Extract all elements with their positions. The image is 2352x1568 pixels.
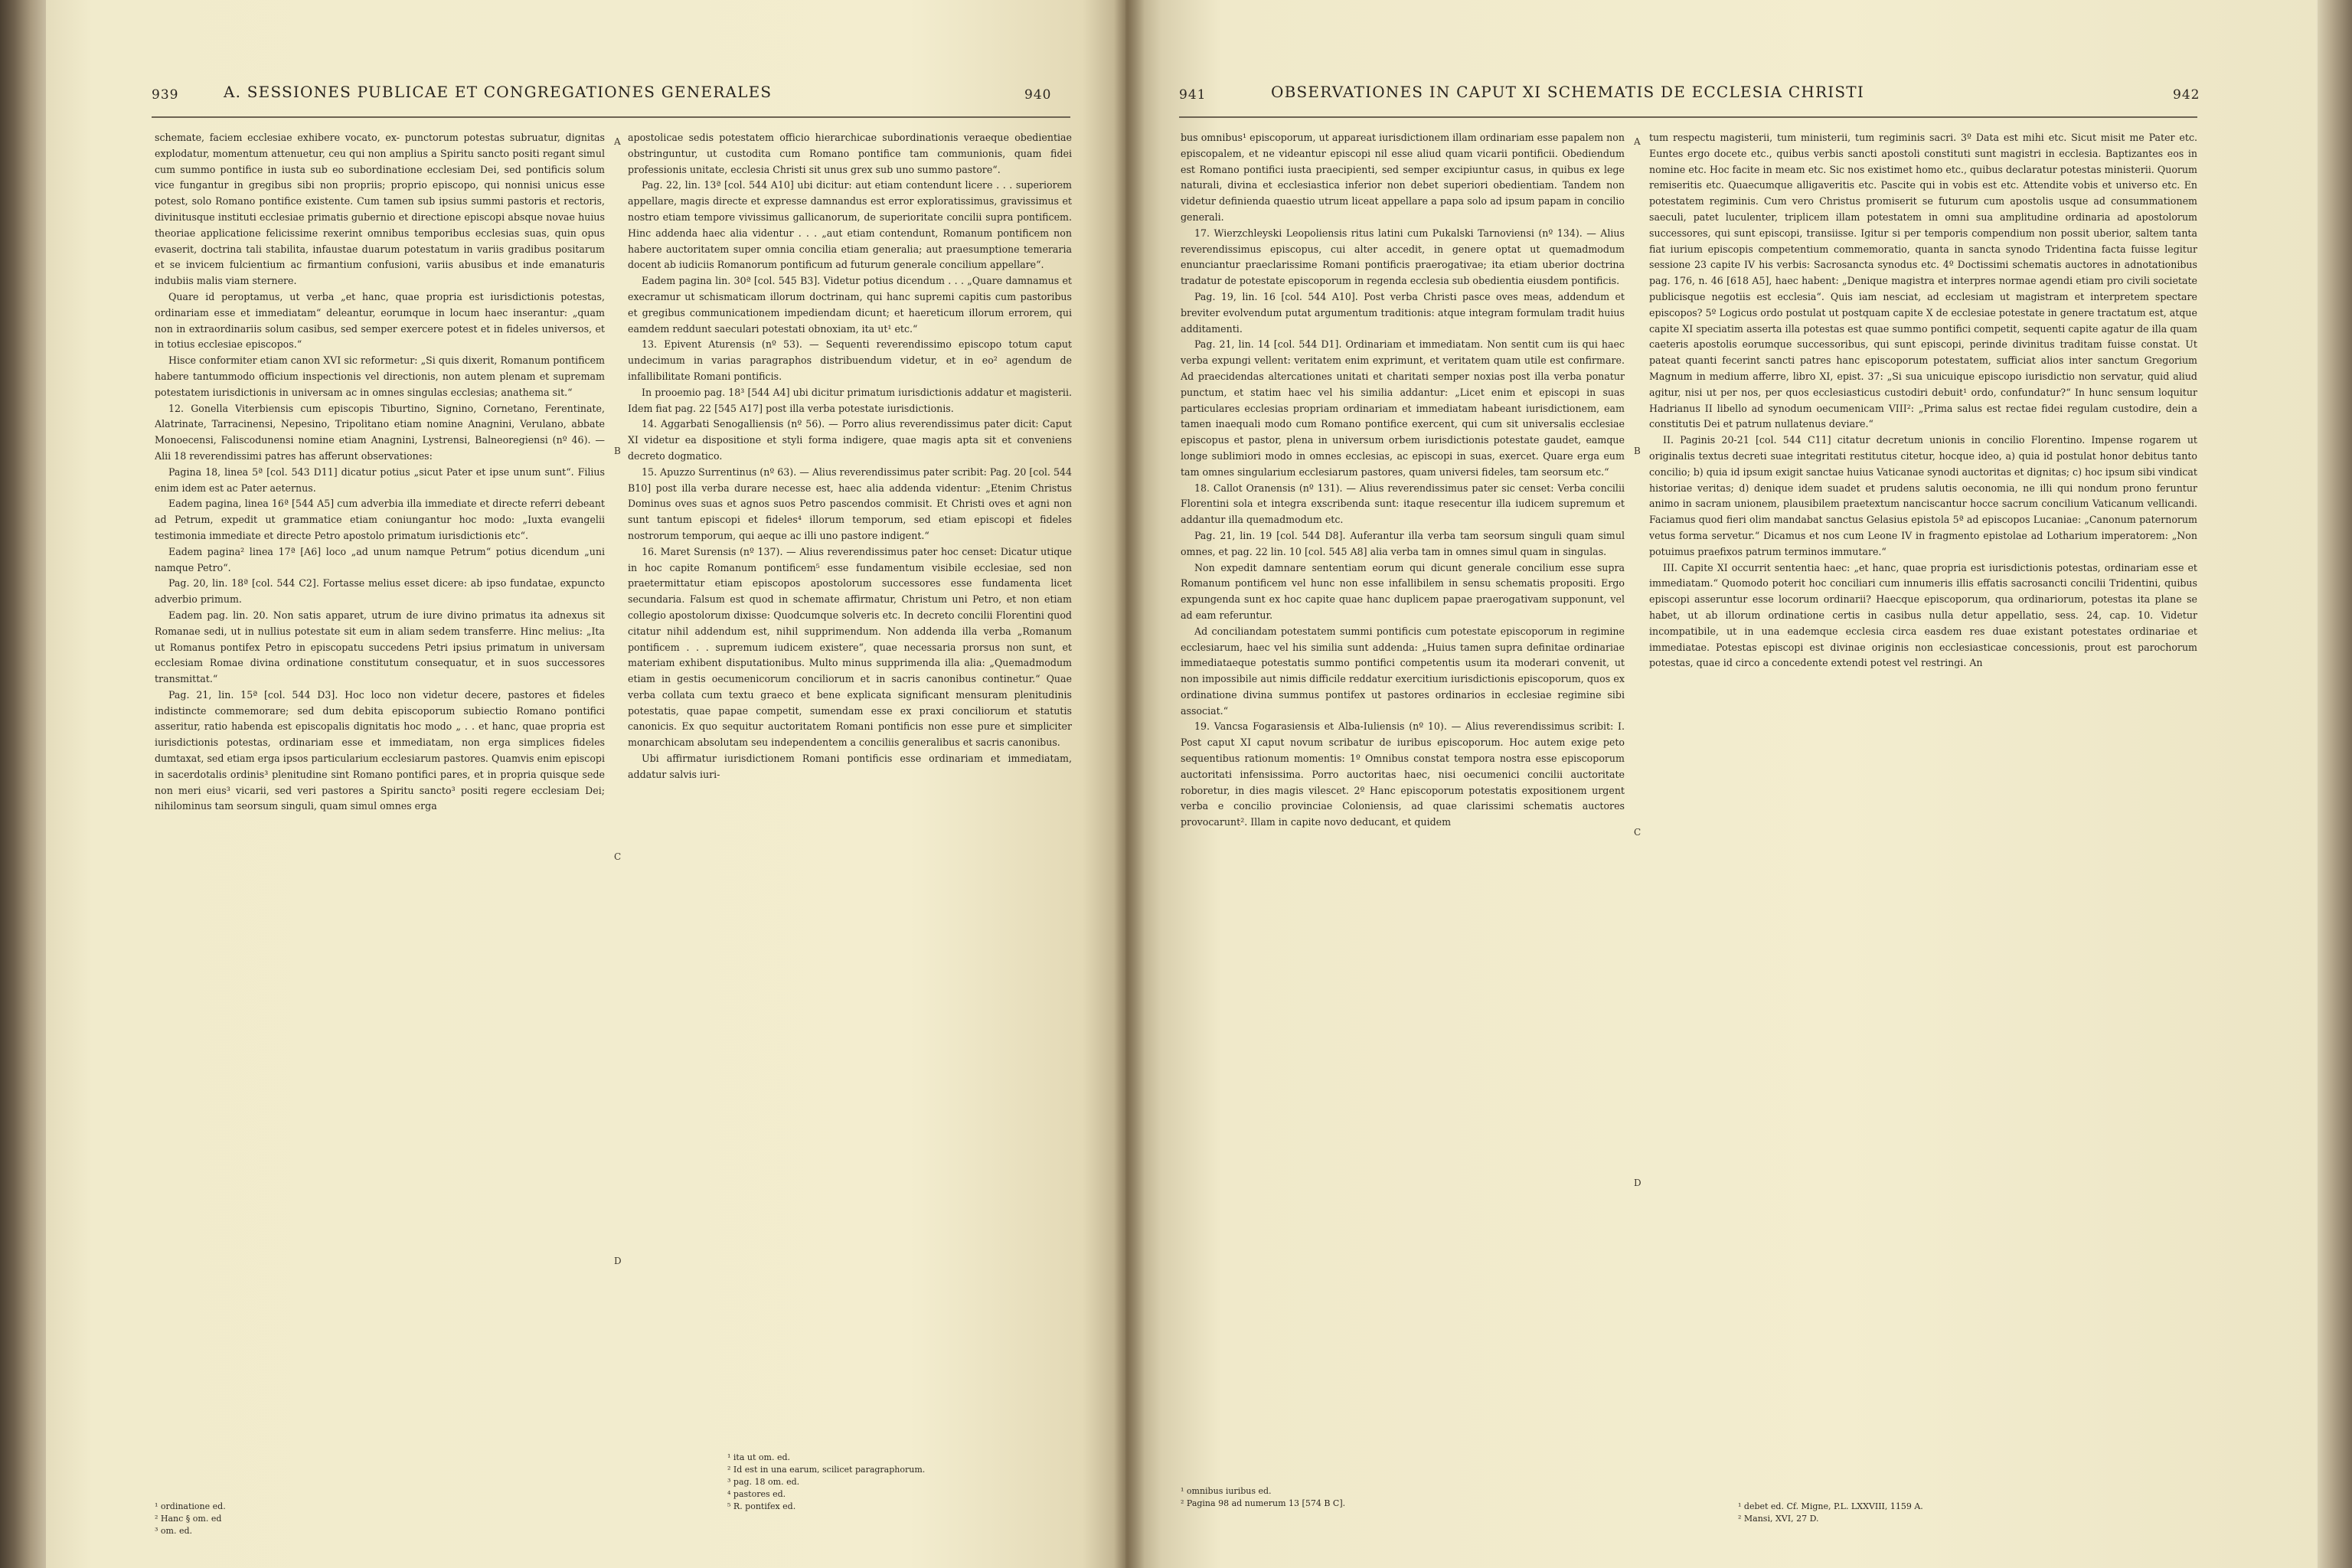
margin-letter-d: D <box>614 1256 622 1266</box>
header-rule <box>1179 116 2197 118</box>
left-page <box>46 0 1125 1568</box>
paragraph: bus omnibus¹ episcoporum, ut appareat iurisdictionem illam ordinariam esse papalem non episcopalem, et ne videantur episcopi nil esse aliud quam vicarii pontificii. Obediendum est Romano pontifici iusta praecipienti, sed semper excipiuntur casus, in quibus ex lege naturali, divina et ecclesiastica inferior non debet superiori obedientiam. Tandem non videtur definienda quaestio utrum liceat appellare a papa solo ad ipsum papam in concilio generali. <box>1181 132 1625 223</box>
paragraph: Eadem pagina² linea 17ª [A6] loco „ad unum namque Petrum“ potius dicendum „uni namque Petro“. <box>155 545 605 573</box>
right-page <box>1125 0 2316 1568</box>
paragraph: Pag. 21, lin. 15ª [col. 544 D3]. Hoc loco non videtur decere, pastores et fideles indistincte commemorare; sed dum debita episcoporum subiectio Romano pontifici asseritur, ratio habenda est episcopalis dignitatis hoc modo „ . . et hanc, quae propria est iurisdictionis potestas, ordinariam esse et immediatam, non erga simplices fideles dumtaxat, sed etiam erga ipsos particularium ecclesiarum pastores. Quamvis enim episcopi in sacerdotalis ordinis³ plenitudine sint Romano pontifici pares, et in propria quisque sede non meri eius³ vicarii, sed veri pastores a Spiritu sancto³ positi regere ecclesiam Dei; nihilominus tam seorsum singuli, quam simul omnes erga <box>155 688 605 812</box>
paragraph: tum respectu magisterii, tum ministerii, tum regiminis sacri. 3º Data est mihi etc. Sicut misit me Pater etc. Euntes ergo docete etc., quibus verbis sancti apostoli constituti sunt magistri in ecclesia. Baptizantes eos in nomine etc. Hoc facite in meam etc. Sic nos existimet homo etc., quibus declaratur potestas ministerii. Quorum remiseritis etc. Quaecumque alligaveritis etc. Pascite qui in vobis est etc. Attendite vobis et universo etc. En potestatem regiminis. Cum vero Christus promiserit se futurum cum apostolis usque ad consummationem saeculi, patet luculenter, triplicem illam potestatem in omni sua amplitudine ordinaria ad apostolorum successores, qui sunt episcopi, transiisse. Igitur si per temporis compendium non possit uberior, saltem tanta fiat iurium episcopis competentium commemoratio, quanta in sancta synodo Tridentina facta fuisse legitur sessione 23 capite IV his verbis: Sacrosancta synodus etc. 4º Doctissimi schematis auctores in adnotationibus pag. 176, n. 46 [618 A5], haec habent: „Denique magistra et interpres normae agendi etiam pro civili societate publicisque negotiis est ecclesia“. Quis iam nesciat, ad ecclesiam ut magistram et interpretem spectare episcopos? 5º Logicus ordo postulat ut postquam capite X de ecclesiae potestate in genere tractatum est, atque capite XI speciatim asserta illa potestas est quae summo pontifici competit, sequenti capite agatur de illa quam caeteris apostolis eorumque successoribus, qui sunt episcopi, perinde divinitus traditam fuisse constat. Ut pateat quanti fecerint sancti patres hanc episcoporum potestatem, sufficiat alios inter sanctum Gregorium Magnum in medium afferre, libro XI, epist. 37: „Si sua unicuique episcopo iurisdictio non servatur, quid aliud agitur, nisi ut per nos, per quos ecclesiasticus custodiri debuit¹ ordo, confundatur?“ In hunc sensum loquitur Hadrianus II libello ad synodum oecumenicam VIII²: „Prima salus est rectae fidei regulam custodire, dein a constitutis Dei et patrum nullatenus deviare.“ <box>1649 132 2197 430</box>
paragraph: II. Paginis 20-21 [col. 544 C11] citatur decretum unionis in concilio Florentino. Impense rogarem ut originalis textus decreti suae integritati restitutus citetur, hocque ideo, a) quia id postulat honor debitus tanto concilio; b) quia id ipsum exigit sanctae huius Vaticanae synodi auctoritas et dignitas; c) hoc ipsum sibi vindicat historiae veritas; d) denique idem suadet et prudens salutis oeconomia, ne illi qui nondum prono feruntur animo in sacram unionem, plausibilem praetextum nanciscantur hocce sacrum concilium Vaticanum vellicandi. Faciamus quod fieri olim mandabat sanctus Gelasius epistola 5ª ad episcopos Lucaniae: „Canonum paternorum vetus forma servetur.“ Dicamus et nos cum Leone IV in fragmento epistolae ad Lotharium imperatorem: „Non potuimus praefixos patrum terminos immutare.“ <box>1649 434 2197 557</box>
footnote: ² Mansi, XVI, 27 D. <box>1738 1514 1819 1524</box>
footnote: ² Pagina 98 ad numerum 13 [574 B C]. <box>1181 1498 1346 1508</box>
footnote: ¹ ordinatione ed. <box>155 1501 226 1511</box>
footnote: ¹ ita ut om. ed. <box>727 1452 790 1462</box>
right-page-column-2 <box>1649 130 2197 1501</box>
right-col1-footnotes <box>1181 1485 1502 1510</box>
paragraph: 17. Wierzchleyski Leopoliensis ritus latini cum Pukalski Tarnoviensi (nº 134). — Alius reverendissimus episcopus, cui alter accedit, in genere optat ut quemadmodum enunciantur praeclarissime Romani pontificis praerogativae; ita etiam uberior doctrina tradatur de potestate episcoporum in regenda ecclesia sub obedientia eiusdem pontificis. <box>1181 227 1625 287</box>
footnote: ² Id est in una earum, scilicet paragraphorum. <box>727 1465 926 1475</box>
margin-letter-c: C <box>614 851 622 862</box>
right-page-header <box>1125 83 2316 110</box>
paragraph: 13. Epivent Aturensis (nº 53). — Sequenti reverendissimo episcopo totum caput undecimum in varias paragraphos distribuendum videtur, et in eo² agendum de infallibilitate Romani pontificis. <box>628 338 1072 382</box>
right-running-title: OBSERVATIONES IN CAPUT XI SCHEMATIS DE ECCLESIA CHRISTI <box>1271 83 1864 101</box>
paragraph: III. Capite XI occurrit sententia haec: „et hanc, quae propria est iurisdictionis potestas, ordinariam esse et immediatam.“ Quomodo poterit hoc conciliari cum innumeris illis effatis sacrosancti concilii Tridentini, quibus episcopi asseruntur esse locorum ordinarii? Haecque episcoporum, qua ordinariorum, potestas ita plane se habet, ut ab illorum ordinatione certis in casibus nulla detur appellatio, sess. 24, cap. 10. Videtur incompatibile, ut in una eademque ecclesia circa easdem res duae existant potestates ordinariae et immediatae. Potestas episcopi est divinae originis non ecclesiasticae concessionis, prout est parochorum potestas, quae id circo a concedente extendi potest vel restringi. An <box>1649 561 2197 669</box>
paragraph: schemate, faciem ecclesiae exhibere vocato, ex- punctorum potestas subruatur, dignitas explodatur, momentum attenuetur, ceu qui non amplius a Spiritu sancto positi regant simul cum summo pontifice in iusta sub eo subordinatione ecclesiam Dei, sed pontificis solum vice fungantur in gregibus sibi non propriis; proprio episcopo, qui nonnisi unicus esse potest, solo Romano pontifice existente. Cum tamen sub ipsius summi pastoris et rectoris, divinitusque instituti ecclesiae primatis gubernio et directione episcopi absque novae huius theoriae applicatione felicissime rexerint omnibus temporibus ecclesias suas, quin opus evaserit, doctrina tali stabilita, infaustae duarum potestatum in variis gradibus positarum et se invicem fulcientium ac firmantium confusioni, variis abusibus et inde emanaturis indubiis malis viam sternere. <box>155 132 605 287</box>
footnote: ¹ debet ed. Cf. Migne, P.L. LXXVIII, 1159 A. <box>1738 1501 1923 1511</box>
paragraph: Ubi affirmatur iurisdictionem Romani pontificis esse ordinariam et immediatam, addatur salvis iuri- <box>628 753 1072 780</box>
margin-letter-c: C <box>1634 827 1642 838</box>
paragraph: Pag. 22, lin. 13ª [col. 544 A10] ubi dicitur: aut etiam contendunt licere . . . superiorem appellare, magis directe et expresse damnandus est error exploratissimus, gravissimus et nostro etiam tempore vivissimus gallicanorum, de superioritate concilii supra pontificem. Hinc addenda haec alia videntur . . . „aut etiam contendunt, Romanum pontificem non habere auctoritatem super omnia concilia etiam generalia; aut praesumptione temeraria docent ab iudiciis Romanorum pontificum ad futurum generale concilium appellare“. <box>628 179 1072 271</box>
paragraph: Pag. 21, lin. 14 [col. 544 D1]. Ordinariam et immediatam. Non sentit cum iis qui haec verba expungi vellent: veritatem enim exprimunt, et veritatem quam utile est confirmare. Ad praecidendas altercationes unitati et charitati semper noxias post illa verba ponatur punctum, et statim haec vel his similia addantur: „Licet enim et episcopi in suas particulares ecclesias propriam ordinariam et immediatam habeant iurisdictionem, eam tamen inaequali modo cum Romano pontifice exercent, qui cum sit universalis ecclesiae episcopus et pastor, plena in universum orbem iurisdictionis potestate gaudet, eamque longe sublimiori modo in omnes ecclesias, ac episcopi in suas, exercet. Quare erga eum tam omnes singularium ecclesiarum pastores, quam universi fideles, tam seorsum etc.“ <box>1181 338 1625 478</box>
book-gutter <box>1114 0 1145 1568</box>
page-number-939: 939 <box>152 87 179 103</box>
paragraph: Ad conciliandam potestatem summi pontificis cum potestate episcoporum in regimine ecclesiarum, haec vel his similia sunt addenda: „Huius tamen supra definitae ordinariae immediataeque potestatis summo pontifici competentis usum ita moderari convenit, ut non impossibile aut nimis difficile reddatur exercitium iurisdictionis episcoporum, quos ex ordinatione divina summus pontifex ut pastores ordinarios in ecclesiae regimine sibi associat.“ <box>1181 625 1625 717</box>
margin-letter-b: B <box>1634 446 1641 456</box>
page-edge <box>2318 0 2352 1568</box>
paragraph: Pag. 19, lin. 16 [col. 544 A10]. Post verba Christi pasce oves meas, addendum et breviter evolvendum putat argumentum traditionis: atque integram formulam tradit huius additamenti. <box>1181 290 1625 335</box>
footnote: ⁵ R. pontifex ed. <box>727 1501 796 1511</box>
margin-letter-a: A <box>614 136 621 147</box>
footnote: ¹ omnibus iuribus ed. <box>1181 1486 1272 1496</box>
paragraph: 12. Gonella Viterbiensis cum episcopis Tiburtino, Signino, Cornetano, Ferentinate, Alatrinate, Tarracinensi, Nepesino, Tripolitano etiam nomine Anagnini, Verulano, abbate Monoecensi, Faliscodunensi nomine etiam Anagnini, Lystrensi, Balneoregiensi (nº 46). — Alii 18 reverendissimi patres has afferunt observationes: <box>155 402 605 462</box>
paragraph: 19. Vancsa Fogarasiensis et Alba-Iuliensis (nº 10). — Alius reverendissimus scribit: I. Post caput XI caput novum scribatur de iuribus episcoporum. Hoc autem exige peto sequentibus rationum momentis: 1º Omnibus constat tempora nostra esse episcoporum auctoritati infensissima. Porro auctoritas haec, nisi oecumenici concilii auctoritate roboretur, in dies magis vilescet. 2º Hanc episcoporum potestatis expositionem urgent verba e concilio provinciae Coloniensis, ad quae clarissimi schematis auctores provocarunt². Illam in capite novo deducant, et quidem <box>1181 720 1625 828</box>
margin-letter-a: A <box>1634 136 1641 147</box>
paragraph: 14. Aggarbati Senogalliensis (nº 56). — Porro alius reverendissimus pater dicit: Caput XI videtur ea dispositione et styli forma indigere, quae magis apta sit et conveniens decreto dogmatico. <box>628 418 1072 462</box>
paragraph: Quare id peroptamus, ut verba „et hanc, quae propria est iurisdictionis potestas, ordinariam esse et immediatam“ deleantur, eorumque in locum haec inserantur: „quam non in extraordinariis solum casibus, sed semper exercere potest et in fideles universos, et in totius ecclesiae episcopos.“ <box>155 290 605 351</box>
paragraph: Eadem pag. lin. 20. Non satis apparet, utrum de iure divino primatus ita adnexus sit Romanae sedi, ut in nullius potestate sit eum in aliam sedem transferre. Hinc melius: „Ita ut Romanus pontifex Petro in episcopatu succedens Petri ipsius primatum in universam ecclesiam Romae divina ordinatione constitutum consequatur, et in suos successores transmittat.“ <box>155 609 605 685</box>
left-col1-footnotes <box>155 1501 476 1537</box>
paragraph: Pag. 20, lin. 18ª [col. 544 C2]. Fortasse melius esset dicere: ab ipso fundatae, expuncto adverbio primum. <box>155 577 605 606</box>
paragraph: Pagina 18, linea 5ª [col. 543 D11] dicatur potius „sicut Pater et ipse unum sunt“. Filius enim idem est ac Pater aeternus. <box>155 466 605 494</box>
page-number-942: 942 <box>2173 87 2200 103</box>
paragraph: 16. Maret Surensis (nº 137). — Alius reverendissimus pater hoc censet: Dicatur utique in hoc capite Romanum pontificem⁵ esse fundamentum visibile ecclesiae, sed non praetermittatur etiam episcopos apostolorum successores esse fundamenta licet secundaria. Falsum est quod in schemate affirmatur, Christum uni Petro, et non etiam collegio apostolorum dixisse: Quodcumque solveris etc. In decreto concilii Florentini quod citatur nihil addendum est, nihil supprimendum. Non addenda illa verba „Romanum pontificem . . . supremum iudicem existere“, quae necessaria prorsus non sunt, et materiam exhibent disputationibus. Multo minus supprimenda illa alia: „Quemadmodum etiam in gestis oecumenicorum conciliorum et in sacris canonibus continetur.“ Quae verba collata cum textu graeco et bene explicata significant mensuram plenitudinis potestatis, quae papae competit, sumendam esse ex praxi conciliorum et statutis canonicis. Ex quo sequitur auctoritatem Romani pontificis non esse pure et simpliciter monarchicam absolutam seu independentem a conciliis generalibus et sacris canonibus. <box>628 545 1072 749</box>
page-number-940: 940 <box>1024 87 1052 103</box>
left-page-column-1 <box>155 130 605 1501</box>
paragraph: 18. Callot Oranensis (nº 131). — Alius reverendissimus pater sic censet: Verba concilii Florentini sola et integra exscribenda sunt: itaque resecentur illa iudicem supremum et addantur illa quemadmodum etc. <box>1181 482 1625 526</box>
left-page-column-2 <box>628 130 1072 1501</box>
footnote: ² Hanc § om. ed <box>155 1514 222 1524</box>
footnote: ⁴ pastores ed. <box>727 1489 786 1499</box>
paragraph: 15. Apuzzo Surrentinus (nº 63). — Alius reverendissimus pater scribit: Pag. 20 [col. 544 B10] post illa verba durare necesse est, haec alia addenda videntur: „Etenim Christus Dominus oves suas et agnos suos Petro pascendos commisit. Et Christi oves et agni non sunt tantum episcopi et fideles⁴ illorum temporum, sed etiam episcopi et fideles nostrorum temporum, qui aeque ac illi uno pastore indigent.“ <box>628 466 1072 541</box>
paragraph: Pag. 21, lin. 19 [col. 544 D8]. Auferantur illa verba tam seorsum singuli quam simul omnes, et pag. 22 lin. 10 [col. 545 A8] alia verba tam in omnes simul quam in singulas. <box>1181 529 1625 557</box>
paragraph: Non expedit damnare sententiam eorum qui dicunt generale concilium esse supra Romanum pontificem vel hunc non esse infallibilem in sensu schematis propositi. Ergo expungenda sunt ex hoc capite quae hanc duplicem papae praerogativam supponunt, vel ad eam referuntur. <box>1181 561 1625 621</box>
paragraph: apostolicae sedis potestatem officio hierarchicae subordinationis veraeque obedientiae obstringuntur, ut custodita cum Romano pontifice tam communionis, quam fidei professionis unitate, ecclesia Christi sit unus grex sub uno summo pastore“. <box>628 132 1072 175</box>
header-rule <box>152 116 1070 118</box>
margin-letter-b: B <box>614 446 621 456</box>
right-col2-footnotes <box>1738 1501 2060 1525</box>
page-number-941: 941 <box>1179 87 1207 103</box>
paragraph: Hisce conformiter etiam canon XVI sic reformetur: „Si quis dixerit, Romanum pontificem habere tantummodo officium inspectionis vel directionis, non autem plenam et supremam potestatem iurisdictionis in universam ac in omnes singulas ecclesias; anathema sit.“ <box>155 354 605 398</box>
paragraph: Eadem pagina, linea 16ª [544 A5] cum adverbia illa immediate et directe referri debeant ad Petrum, expedit ut grammatice etiam coniungantur hoc modo: „Iuxta evangelii testimonia immediate et directe Petro apostolo primatum iurisdictionis etc“. <box>155 498 605 541</box>
left-page-header <box>46 83 1125 110</box>
footnote: ³ om. ed. <box>155 1526 193 1536</box>
paragraph: In prooemio pag. 18³ [544 A4] ubi dicitur primatum iurisdictionis addatur et magisterii. Idem fiat pag. 22 [545 A17] post illa verba potestate iurisdictionis. <box>628 386 1072 414</box>
left-col2-footnotes <box>727 1452 1049 1513</box>
margin-letter-d: D <box>1634 1178 1642 1188</box>
paragraph: Eadem pagina lin. 30ª [col. 545 B3]. Videtur potius dicendum . . . „Quare damnamus et execramur ut schismaticam illorum doctrinam, qui hanc supremi capitis cum pastoribus et gregibus communicationem impediendam dicunt; et haereticum illorum errorem, qui eamdem reddunt saeculari potestati obnoxiam, ita ut¹ etc.“ <box>628 275 1072 335</box>
left-running-title: A. SESSIONES PUBLICAE ET CONGREGATIONES GENERALES <box>224 83 773 101</box>
footnote: ³ pag. 18 om. ed. <box>727 1477 800 1487</box>
right-page-column-1 <box>1181 130 1625 1501</box>
